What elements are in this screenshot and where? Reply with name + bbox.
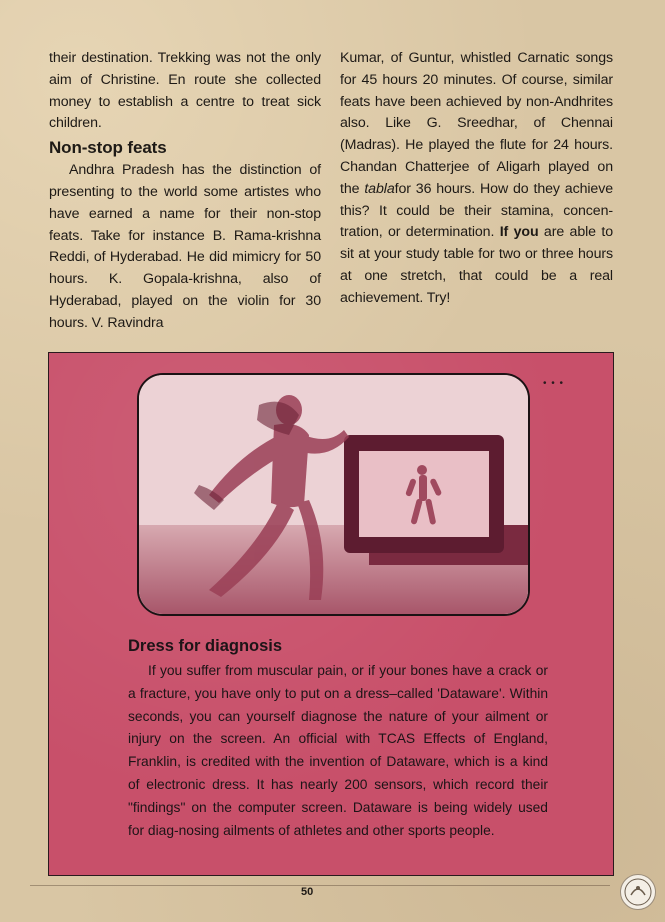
page-number: 50	[301, 886, 314, 898]
logo-mark	[621, 875, 655, 909]
text-run: Kumar, of Guntur, whistled Carnatic songs for 45 hours 20 minutes. Of course, similar feats have been achieved by non-Andhrites also. Like G. Sreedhar, of Chennai (Madras). He played the flute for 24 hours. Chandan Chatterjee of Aligarh played on the	[340, 50, 613, 197]
text-run: for 36 hours. How do they achieve this? It could be their stamina, concen-tration, or determination.	[340, 180, 614, 241]
sidebar-body	[128, 660, 548, 842]
left-column	[49, 48, 321, 335]
emphasis-text: If you	[499, 224, 539, 241]
body-paragraph: Andhra Pradesh has the distinction of presenting to the world some artistes who have earned a name for their non-stop feats. Take for instance B. Rama-krishna Reddi, of Hyderabad. He did mimicry for 50 hours. K. Gopala-krishna, also of Hyderabad, played on the violin for 30 hours. V. Ravindra	[49, 162, 321, 331]
continued-paragraph	[340, 48, 613, 310]
tabla-italic: tabla	[364, 180, 395, 197]
sidebar-heading: Dress for diagnosis	[128, 637, 283, 655]
right-column	[340, 48, 613, 310]
footer-divider	[30, 885, 610, 886]
text-run: are able to sit at your study table for two or three hours at one stretch, that could be a real achievement. Try!	[340, 224, 613, 306]
dataware-figure-monitor-illustration	[139, 375, 528, 614]
publisher-logo-icon	[620, 874, 656, 910]
intro-paragraph: their destination. Trekking was not the only aim of Christine. En route she collected money to establish a centre to treat sick children.	[49, 50, 321, 132]
section-heading: Non-stop feats	[49, 138, 167, 158]
sidebar-paragraph: If you suffer from muscular pain, or if your bones have a crack or a fracture, you have only to put on a dress–called 'Dataware'. Within seconds, you can yourself diagnose the nature of your ailment or injury on the screen. An official with TCAS Effects of England, Franklin, is credited with the invention of Dataware, which is a kind of electronic dress. It has nearly 200 sensors, which record their "findings" on the computer screen. Dataware is being widely used for diag-nosing ailments of athletes and other sports people.	[128, 663, 548, 838]
dataware-photo	[137, 373, 530, 616]
decorative-dots: • • •	[543, 378, 565, 389]
